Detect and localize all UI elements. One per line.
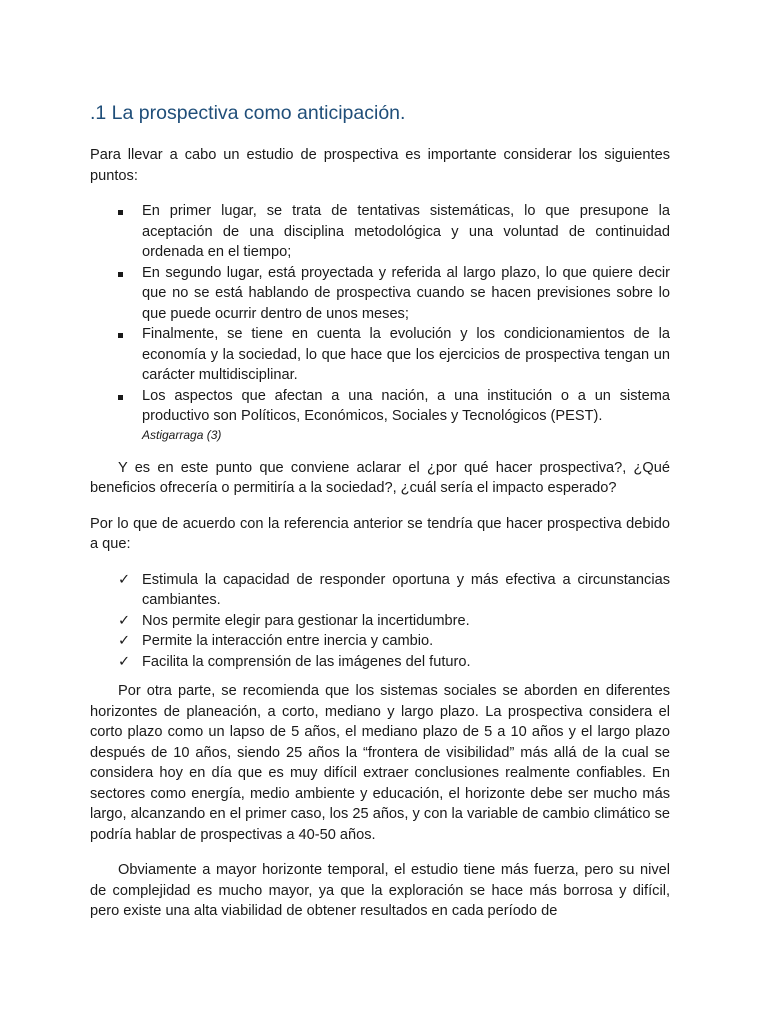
checkmark-icon: ✓ bbox=[118, 653, 131, 670]
section-heading: .1 La prospectiva como anticipación. bbox=[90, 102, 406, 124]
list-item bbox=[90, 263, 670, 325]
checkmark-icon: ✓ bbox=[118, 571, 131, 588]
square-bullet-icon bbox=[118, 324, 134, 345]
checkmark-icon: ✓ bbox=[118, 612, 131, 629]
list-item bbox=[90, 652, 670, 673]
question-paragraph: Y es en este punto que conviene aclarar el ¿por qué hacer prospectiva?, ¿Qué beneficios ofrecería o permitiría a la sociedad?, ¿cuál sería el impacto esperado? bbox=[90, 459, 670, 496]
square-bullet-icon bbox=[118, 201, 134, 222]
citation: Astigarraga (3) bbox=[142, 427, 222, 442]
list-item-text: Finalmente, se tiene en cuenta la evolución y los condicionamientos de la economía y la sociedad, lo que hace que los ejercicios de prospectiva tengan un carácter multidisciplinar. bbox=[142, 326, 670, 383]
points-list bbox=[90, 201, 670, 443]
list-item-text: Los aspectos que afectan a una nación, a una institución o a un sistema productivo son Políticos, Económicos, Sociales y Tecnológicos (PEST). bbox=[142, 387, 670, 424]
document-body bbox=[90, 145, 670, 922]
list-item bbox=[90, 631, 670, 652]
horizons-paragraph: Por otra parte, se recomienda que los sistemas sociales se aborden en diferentes horizontes de planeación, a corto, mediano y largo plazo. La prospectiva considera el corto plazo como un lapso de 5 años, el mediano plazo de 5 a 10 años y el largo plazo después de 10 años, siendo 25 años la “frontera de visibilidad” más allá de la cual se considera hoy en día que es muy difícil extraer conclusiones realmente confiables. En sectores como energía, medio ambiente y educación, el horizonte debe ser mucho más largo, alcanzando en el primer caso, los 25 años, y con la variable de cambio climático se podría hablar de prospectivas a 40-50 años. bbox=[90, 683, 670, 843]
list-item-text: Estimula la capacidad de responder oportuna y más efectiva a circunstancias cambiantes. bbox=[142, 571, 670, 608]
list-item bbox=[90, 570, 670, 611]
list-item bbox=[90, 386, 670, 443]
list-item-text: En segundo lugar, está proyectada y referida al largo plazo, lo que quiere decir que no se está hablando de prospectiva cuando se hacen previsiones sobre lo que puede ocurrir dentro de unos meses; bbox=[142, 264, 670, 322]
list-item bbox=[90, 201, 670, 263]
benefits-list bbox=[90, 570, 670, 673]
reference-paragraph: Por lo que de acuerdo con la referencia anterior se tendría que hacer prospectiva debido a que: bbox=[90, 515, 670, 552]
list-item-text: Nos permite elegir para gestionar la incertidumbre. bbox=[142, 612, 470, 629]
list-item-text: Permite la interacción entre inercia y cambio. bbox=[142, 633, 434, 649]
list-item bbox=[90, 611, 670, 632]
list-item bbox=[90, 324, 670, 386]
square-bullet-icon bbox=[118, 263, 134, 284]
list-item-text: Facilita la comprensión de las imágenes del futuro. bbox=[142, 653, 471, 670]
intro-paragraph: Para llevar a cabo un estudio de prospectiva es importante considerar los siguientes puntos: bbox=[90, 147, 670, 184]
list-item-text: En primer lugar, se trata de tentativas sistemáticas, lo que presupone la aceptación de una disciplina metodológica y una voluntad de continuidad ordenada en el tiempo; bbox=[142, 203, 670, 260]
checkmark-icon: ✓ bbox=[118, 633, 131, 649]
complexity-paragraph: Obviamente a mayor horizonte temporal, el estudio tiene más fuerza, pero su nivel de complejidad es mucho mayor, ya que la exploración se hace más borrosa y difícil, pero existe una alta viabilidad de obtener resultados en cada período de bbox=[90, 862, 670, 919]
square-bullet-icon bbox=[118, 386, 134, 407]
